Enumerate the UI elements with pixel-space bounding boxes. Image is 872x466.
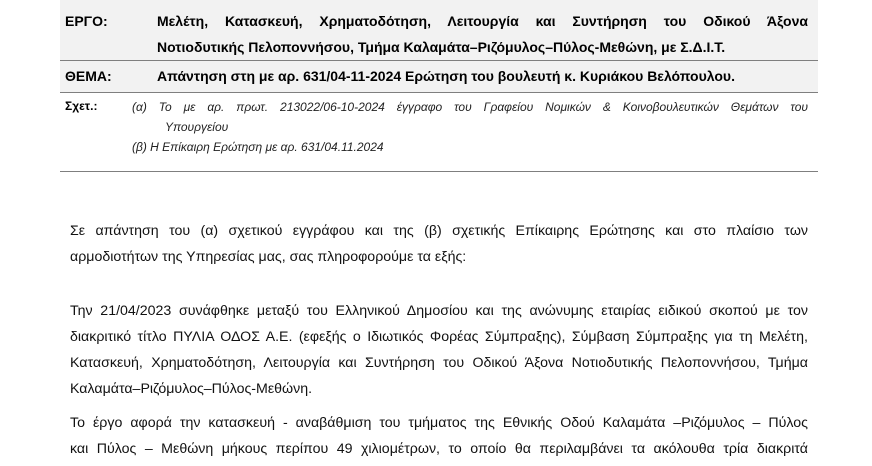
paragraph-line: διακριτικό τίτλο ΠΥΛΙΑ ΟΔΟΣ Α.Ε. (εφεξής ο Ιδιωτικός Φορέας Σύμπραξης), Σύμβαση Σύμπραξης για τη Μελέτη,	[70, 329, 808, 345]
ergo-line-2: Νοτιοδυτικής Πελοποννήσου, Τμήμα Καλαμάτα–Ριζόμυλος–Πύλος-Μεθώνη, με Σ.Δ.Ι.Τ.	[157, 39, 726, 55]
paragraph-line: Το έργο αφορά την κατασκευή - αναβάθμιση του τμήματος της Εθνικής Οδού Καλαμάτα –Ριζόμυλος – Πύλος	[70, 415, 808, 431]
paragraph-line: Την 21/04/2023 συνάφθηκε μεταξύ του Ελληνικού Δημοσίου και της ανώνυμης εταιρίας ειδικού σκοπού με τον	[70, 303, 808, 319]
paragraph-line: Σε απάντηση του (α) σχετικού εγγράφου και της (β) σχετικής Επίκαιρης Ερώτησης και στο πλαίσιο των	[70, 223, 808, 239]
document-header-table	[60, 0, 818, 172]
paragraph-line: και Πύλος – Μεθώνη μήκους περίπου 49 χιλιομέτρων, το οποίο θα περιλαμβάνει τα ακόλουθα τρία διακριτά	[70, 441, 808, 457]
paragraph-line: αρμοδιοτήτων της Υπηρεσίας μας, σας πληροφορούμε τα εξής:	[70, 249, 467, 265]
paragraph-intro	[70, 218, 808, 270]
thema-label: ΘΕΜΑ:	[65, 68, 112, 84]
thema-row	[60, 61, 818, 93]
paragraph-project	[70, 410, 808, 462]
thema-value: Απάντηση στη με αρ. 631/04-11-2024 Ερώτηση του βουλευτή κ. Κυριάκου Βελόπουλου.	[157, 68, 735, 84]
sxet-row	[60, 93, 818, 172]
ergo-line-1: Μελέτη, Κατασκευή, Χρηματοδότηση, Λειτουργία και Συντήρηση του Οδικού Άξονα	[157, 13, 808, 29]
sxet-item-b: (β) Η Επίκαιρη Ερώτηση με αρ. 631/04.11.2024	[132, 140, 384, 154]
sxet-label: Σχετ.:	[65, 99, 98, 113]
ergo-row	[60, 0, 818, 61]
sxet-item-a-line-1: (α) Το με αρ. πρωτ. 213022/06-10-2024 έγγραφο του Γραφείου Νομικών & Κοινοβουλευτικών Θεμάτων του	[132, 100, 808, 114]
paragraph-line: Καλαμάτα–Ριζόμυλος–Πύλος-Μεθώνη.	[70, 381, 313, 397]
ergo-value	[157, 8, 808, 60]
ergo-label: ΕΡΓΟ:	[65, 13, 108, 29]
sxet-item-a-line-2: Υπουργείου	[165, 120, 229, 134]
paragraph-line: Κατασκευή, Χρηματοδότηση, Λειτουργία και Συντήρηση του Οδικού Άξονα Νοτιοδυτικής Πελοποννήσου, Τμήμα	[70, 355, 808, 371]
paragraph-contract	[70, 298, 808, 402]
sxet-value	[132, 97, 808, 157]
